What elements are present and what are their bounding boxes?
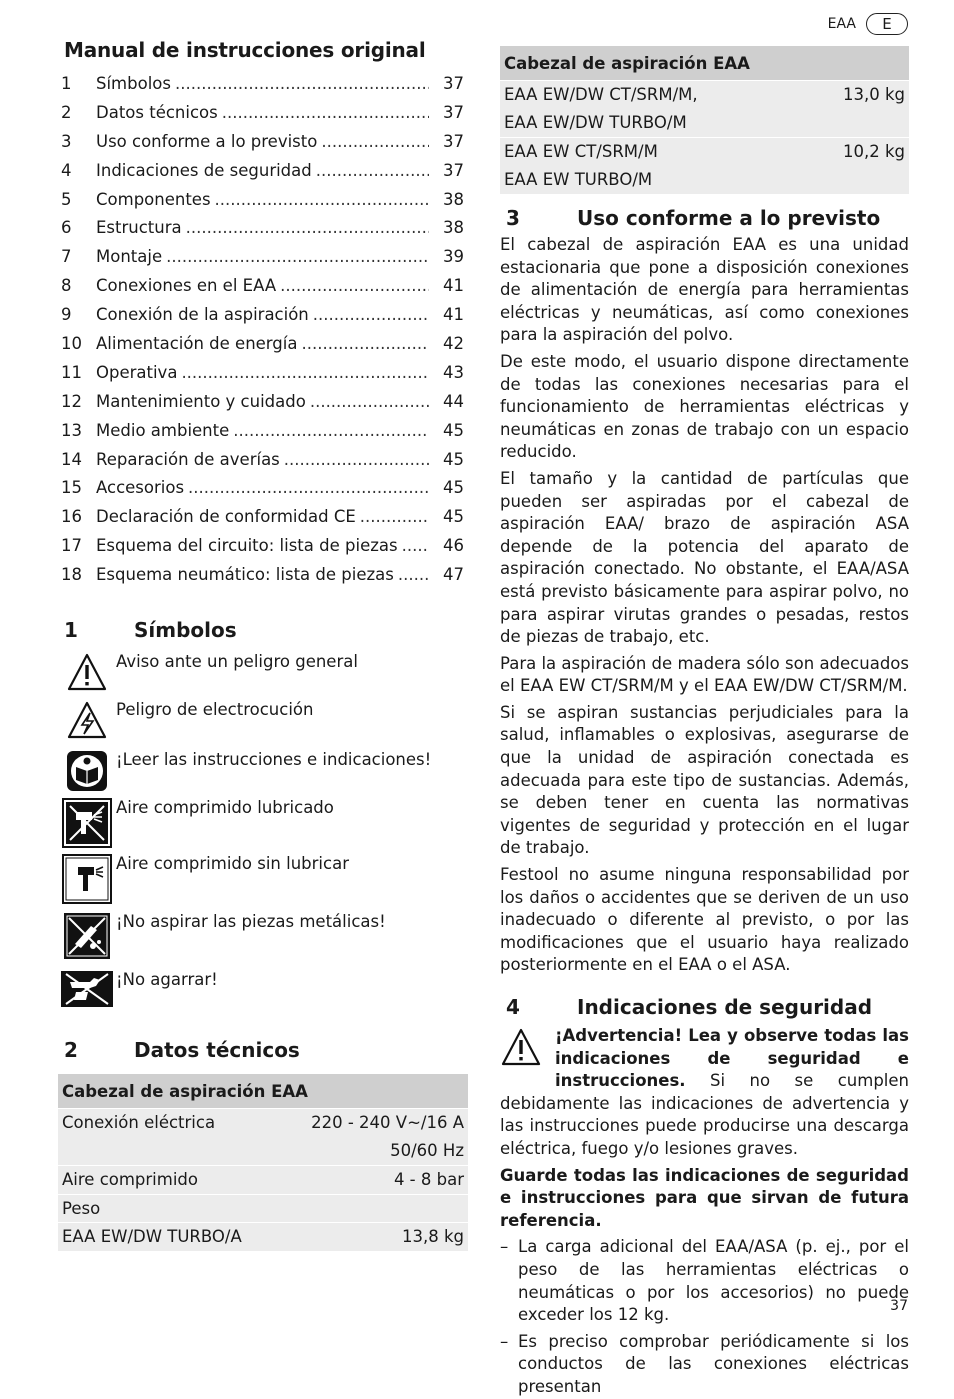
language-badge: E bbox=[866, 13, 908, 35]
table-row: EAA EW/DW TURBO/M bbox=[500, 109, 909, 138]
table-header: Cabezal de aspiración EAA bbox=[500, 46, 909, 80]
table-row: Aire comprimido 4 - 8 bar bbox=[58, 1165, 468, 1194]
symbol-row bbox=[58, 700, 468, 740]
symbol-row bbox=[58, 854, 468, 904]
paragraph: Festool no asume ninguna responsabilidad por los daños o accidentes que se deriven de un uso inadecuado o diferente al previsto, o por las modificaciones que el usuario haya realizado posteriormente en el EAA o el ASA. bbox=[500, 865, 909, 975]
no-grab-icon bbox=[58, 970, 116, 1008]
table-of-contents bbox=[58, 74, 468, 594]
weight-table bbox=[500, 46, 909, 194]
toc-item[interactable]: 13 Medio ambiente ..... 45 bbox=[58, 421, 468, 450]
section-heading-safety: 4 Indicaciones de seguridad bbox=[506, 995, 873, 1019]
doc-code: EAA bbox=[827, 16, 856, 32]
warning-icon bbox=[58, 652, 116, 692]
symbol-label: Aviso ante un peligro general bbox=[116, 652, 358, 672]
safety-body bbox=[500, 1025, 909, 1399]
toc-item[interactable]: 11 Operativa ..... 43 bbox=[58, 363, 468, 392]
table-row: EAA EW/DW TURBO/A 13,8 kg bbox=[58, 1222, 468, 1251]
table-row: Peso bbox=[58, 1194, 468, 1223]
warning-paragraph bbox=[500, 1025, 909, 1161]
symbol-row bbox=[58, 912, 468, 960]
unlubricated-air-icon bbox=[58, 854, 116, 904]
header-tag bbox=[828, 13, 908, 35]
manual-title: Manual de instrucciones original bbox=[64, 38, 426, 62]
toc-item[interactable]: 1 Símbolos ..... 37 bbox=[58, 74, 468, 103]
toc-item[interactable]: 2 Datos técnicos ..... 37 bbox=[58, 103, 468, 132]
paragraph: El tamaño y la cantidad de partículas que pueden ser aspiradas por el cabezal de aspiración EAA/ brazo de aspiración ASA depende de la potencia del aparato de aspiración conectado. No obstante, el EAA/ASA está previsto básicamente para aspirar polvo, no para aspirar virutas grandes o pesadas, restos de piezas de trabajo, etc. bbox=[500, 468, 909, 647]
toc-item[interactable]: 7 Montaje ..... 39 bbox=[58, 247, 468, 276]
paragraph: De este modo, el usuario dispone directamente de todas las conexiones necesarias para el funcionamiento de herramientas eléctricas y neumáticas en zonas de trabajo con un espacio reducido. bbox=[500, 351, 909, 462]
toc-item[interactable]: 14 Reparación de averías ..... 45 bbox=[58, 450, 468, 479]
warning-text: Si no se cumplen debidamente las indicaciones de advertencia y las instrucciones puede producirse una descarga eléctrica, fuego y/o lesiones graves. bbox=[500, 1071, 909, 1158]
right-column bbox=[500, 46, 909, 1399]
toc-item[interactable]: 16 Declaración de conformidad CE ..... 45 bbox=[58, 507, 468, 536]
toc-item[interactable]: 17 Esquema del circuito: lista de piezas ..... 46 bbox=[58, 536, 468, 565]
warning-bold-text: ¡Advertencia! Lea y observe todas las indicaciones de seguridad e instrucciones. bbox=[555, 1026, 909, 1091]
section-heading-symbols: 1 Símbolos bbox=[64, 618, 237, 643]
table-row: EAA EW TURBO/M bbox=[500, 166, 909, 195]
table-row: Conexión eléctrica 220 - 240 V~/16 A bbox=[58, 1108, 468, 1137]
toc-item[interactable]: 9 Conexión de la aspiración ..... 41 bbox=[58, 305, 468, 334]
paragraph: El cabezal de aspiración EAA es una unidad estacionaria que pone a disposición conexiones de alimentación de energía para herramientas eléctricas y neumáticas, así como conexiones para la aspiración del polvo. bbox=[500, 235, 909, 345]
toc-item[interactable]: 6 Estructura ..... 38 bbox=[58, 218, 468, 247]
section-heading-intended-use: 3 Uso conforme a lo previsto bbox=[506, 206, 881, 230]
toc-item[interactable]: 12 Mantenimiento y cuidado ..... 44 bbox=[58, 392, 468, 421]
table-header: Cabezal de aspiración EAA bbox=[58, 1074, 468, 1108]
symbol-row bbox=[58, 798, 468, 848]
paragraph: Si se aspiran sustancias perjudiciales para la salud, inflamables o explosivas, asegurarse de que la unidad de aspiración conectada es adecuada para este tipo de sustancias. Además, se deben tener en cuenta las normativas vigentes de seguridad y protección en el lugar de trabajo. bbox=[500, 702, 909, 858]
left-column bbox=[58, 38, 468, 1251]
lubricated-air-icon bbox=[58, 798, 116, 848]
table-row: EAA EW CT/SRM/M 10,2 kg bbox=[500, 137, 909, 166]
toc-item[interactable]: 15 Accesorios ..... 45 bbox=[58, 478, 468, 507]
symbol-label: ¡No agarrar! bbox=[116, 970, 218, 990]
page-number: 37 bbox=[890, 1298, 908, 1314]
symbol-label: Aire comprimido sin lubricar bbox=[116, 854, 349, 874]
toc-item[interactable]: 4 Indicaciones de seguridad ..... 37 bbox=[58, 161, 468, 190]
read-manual-icon bbox=[58, 750, 116, 792]
paragraph: Para la aspiración de madera sólo son adecuados el EAA EW CT/SRM/M y el EAA EW/DW CT/SRM/M. bbox=[500, 653, 909, 696]
table-row: EAA EW/DW CT/SRM/M, 13,0 kg bbox=[500, 80, 909, 109]
symbol-row bbox=[58, 652, 468, 692]
symbol-label: ¡No aspirar las piezas metálicas! bbox=[116, 912, 386, 932]
table-row: 50/60 Hz bbox=[58, 1137, 468, 1166]
symbol-row bbox=[58, 750, 468, 792]
symbol-row bbox=[58, 970, 468, 1008]
list-item: – La carga adicional del EAA/ASA (p. ej., por el peso de las herramientas eléctricas o neumáticas o por los accesorios) no puede exceder los 12 kg. bbox=[500, 1237, 909, 1325]
symbol-label: ¡Leer las instrucciones e indicaciones! bbox=[116, 750, 432, 770]
keep-instructions-note: Guarde todas las indicaciones de seguridad e instrucciones para que sirvan de futura referencia. bbox=[500, 1165, 909, 1230]
toc-item[interactable]: 3 Uso conforme a lo previsto ..... 37 bbox=[58, 132, 468, 161]
technical-data-table bbox=[58, 1074, 468, 1251]
list-item: – Es preciso comprobar periódicamente si los conductos de las conexiones eléctricas presentan bbox=[500, 1331, 909, 1396]
section-heading-technical-data: 2 Datos técnicos bbox=[64, 1038, 300, 1063]
electric-hazard-icon bbox=[58, 700, 116, 740]
intended-use-body bbox=[500, 234, 909, 977]
symbol-label: Aire comprimido lubricado bbox=[116, 798, 334, 818]
warning-icon bbox=[500, 1027, 555, 1073]
no-metal-icon bbox=[58, 912, 116, 960]
toc-item[interactable]: 8 Conexiones en el EAA ..... 41 bbox=[58, 276, 468, 305]
toc-item[interactable]: 5 Componentes ..... 38 bbox=[58, 190, 468, 219]
toc-item[interactable]: 10 Alimentación de energía ..... 42 bbox=[58, 334, 468, 363]
symbol-label: Peligro de electrocución bbox=[116, 700, 314, 720]
toc-item[interactable]: 18 Esquema neumático: lista de piezas ..... 47 bbox=[58, 565, 468, 594]
